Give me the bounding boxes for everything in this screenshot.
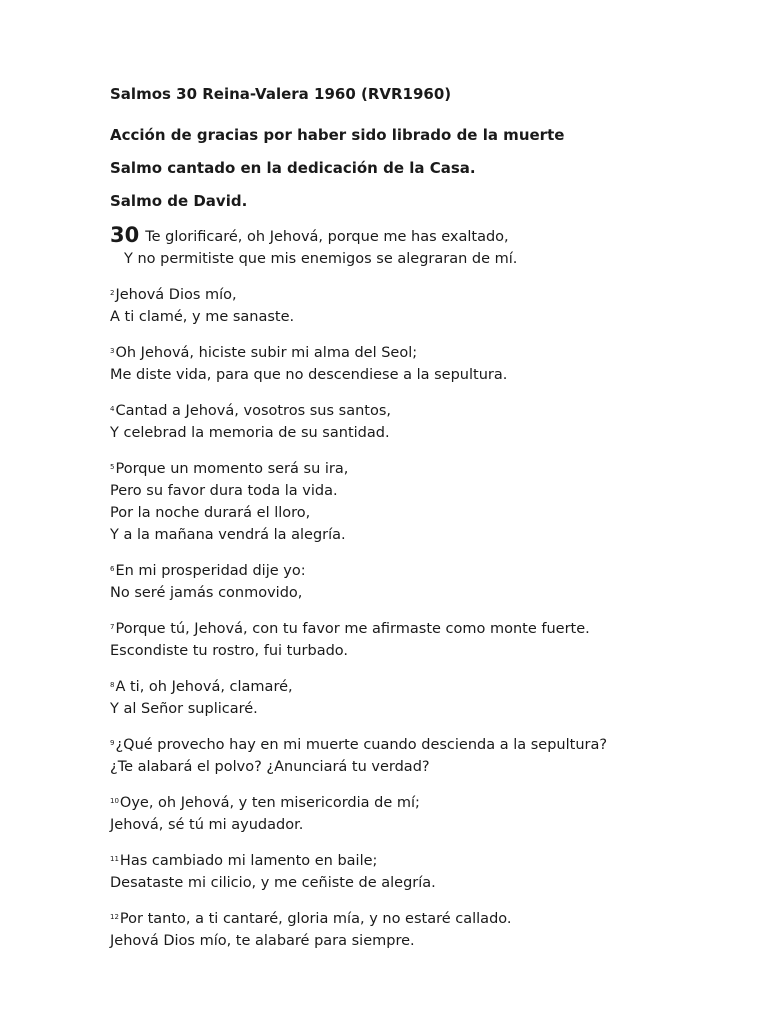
verse-12	[110, 906, 730, 952]
verse-line: Jehová, sé tú mi ayudador.	[110, 817, 304, 833]
verse-line: Y a la mañana vendrá la alegría.	[110, 527, 346, 543]
section-subheading: Salmo de David.	[110, 192, 248, 210]
verse-8	[110, 674, 730, 720]
verse-line: No seré jamás conmovido,	[110, 585, 303, 601]
verse-line: Escondiste tu rostro, fui turbado.	[110, 643, 349, 659]
verse-11	[110, 848, 730, 894]
verse-line	[110, 848, 730, 872]
verse-text: Por tanto, a ti cantaré, gloria mía, y no estaré callado.	[119, 911, 512, 927]
verse-line	[110, 340, 730, 364]
verse-number: 10	[110, 797, 119, 805]
verse-line	[110, 398, 730, 422]
verse-number: 6	[110, 565, 115, 573]
verse-text: Cantad a Jehová, vosotros sus santos,	[115, 403, 391, 419]
verse-line	[110, 282, 730, 306]
verse-line: Y celebrad la memoria de su santidad.	[110, 425, 390, 441]
verse-line	[110, 224, 730, 248]
verse-9	[110, 732, 730, 778]
verse-text: Porque un momento será su ira,	[115, 461, 349, 477]
verse-line: A ti clamé, y me sanaste.	[110, 309, 295, 325]
verse-text: Oh Jehová, hiciste subir mi alma del Seol;	[115, 345, 418, 361]
verse-number: 12	[110, 913, 119, 921]
verse-line: Y no permitiste que mis enemigos se alegraran de mí.	[124, 251, 518, 267]
verse-text: A ti, oh Jehová, clamaré,	[115, 679, 293, 695]
verse-text: Oye, oh Jehová, y ten misericordia de mí;	[119, 795, 420, 811]
verse-7	[110, 616, 730, 662]
verse-4	[110, 398, 730, 444]
verse-text: Has cambiado mi lamento en baile;	[119, 853, 378, 869]
verse-6	[110, 558, 730, 604]
verse-line	[110, 906, 730, 930]
verse-text: Te glorificaré, oh Jehová, porque me has exaltado,	[145, 229, 509, 245]
verse-text: ¿Qué provecho hay en mi muerte cuando descienda a la sepultura?	[115, 737, 608, 753]
verse-10	[110, 790, 730, 836]
section-heading: Acción de gracias por haber sido librado de la muerte	[110, 126, 565, 144]
verse-text: En mi prosperidad dije yo:	[115, 563, 306, 579]
verse-line: Me diste vida, para que no descendiese a la sepultura.	[110, 367, 508, 383]
verse-2	[110, 282, 730, 328]
verse-line: ¿Te alabará el polvo? ¿Anunciará tu verdad?	[110, 759, 430, 775]
verse-line: Y al Señor suplicaré.	[110, 701, 258, 717]
verse-line	[110, 558, 730, 582]
verse-number: 7	[110, 623, 115, 631]
page-title: Salmos 30 Reina-Valera 1960 (RVR1960)	[110, 85, 452, 103]
verse-number: 5	[110, 463, 115, 471]
verse-number: 3	[110, 347, 115, 355]
verse-line	[110, 674, 730, 698]
verse-text: Porque tú, Jehová, con tu favor me afirmaste como monte fuerte.	[115, 621, 590, 637]
verse-line	[110, 456, 730, 480]
verse-line	[110, 732, 730, 756]
verse-number: 4	[110, 405, 115, 413]
section-subheading: Salmo cantado en la dedicación de la Casa.	[110, 159, 476, 177]
verse-text: Jehová Dios mío,	[115, 287, 237, 303]
document-page	[110, 84, 730, 964]
verse-3	[110, 340, 730, 386]
verse-number: 2	[110, 289, 115, 297]
verse-number: 11	[110, 855, 119, 863]
verse-line: Desataste mi cilicio, y me ceñiste de alegría.	[110, 875, 436, 891]
verse-number: 8	[110, 681, 115, 689]
chapter-number: 30	[110, 223, 140, 247]
verse-1	[110, 224, 730, 270]
verse-line: Por la noche durará el lloro,	[110, 505, 311, 521]
verse-line	[110, 616, 730, 640]
verse-line: Jehová Dios mío, te alabaré para siempre.	[110, 933, 415, 949]
verse-number: 9	[110, 739, 115, 747]
verse-line: Pero su favor dura toda la vida.	[110, 483, 338, 499]
verse-5	[110, 456, 730, 546]
verse-line	[110, 790, 730, 814]
